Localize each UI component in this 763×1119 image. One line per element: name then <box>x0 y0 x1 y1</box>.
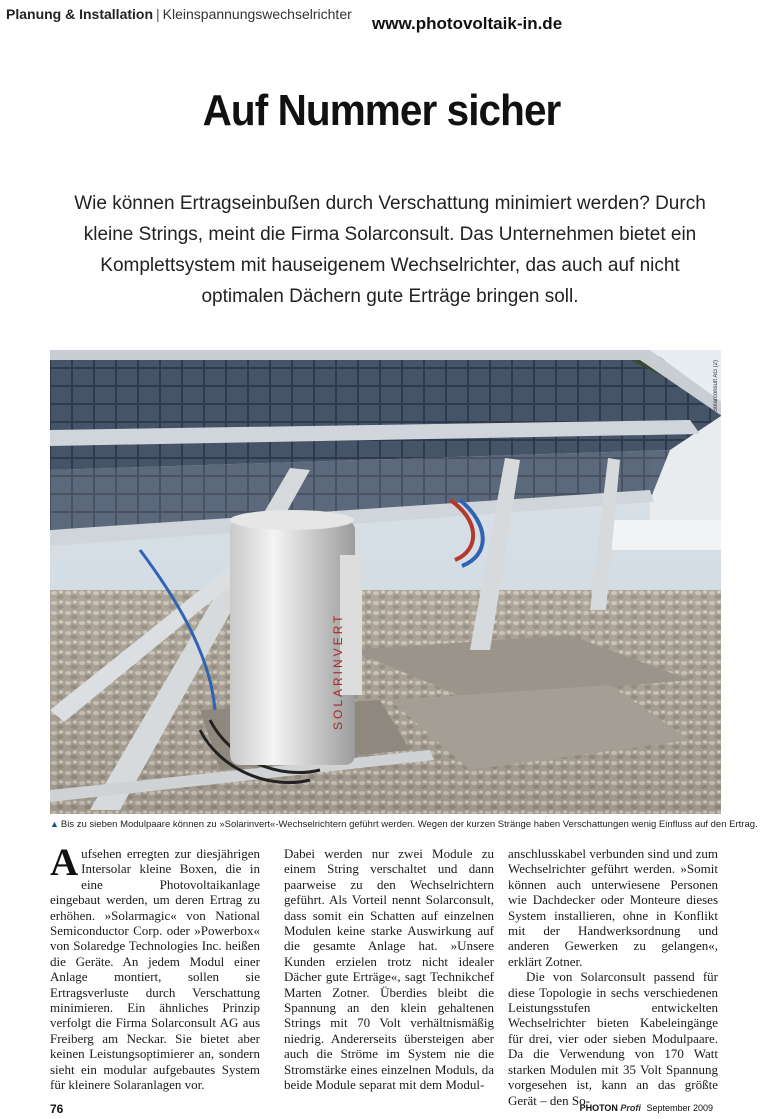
column-1-text: ufsehen erregten zur diesjährigen Intersolar kleine Boxen, die in eine Photovoltaikanlage eingebaut werden, um deren Ertrag zu erhöhen. »Solarmagic« von National Semiconductor Corp. oder »Powerbox« von Solaredge Technologies Inc. heißen die Geräte. An jedem Modul einer Anlage montiert, sollen sie Ertragsverluste durch Verschattung minimieren. Ein ähnliches Prinzip verfolgt die Firma Solarconsult AG aus Freiberg am Neckar. Sie bietet aber keinen Leistungsoptimierer an, sondern sieht ein modular aufgebautes System für kleinere Solaranlagen vor. <box>50 846 260 1093</box>
body-column-2 <box>284 846 494 1093</box>
subsection-label: Kleinspannungswechselrichter <box>162 6 352 22</box>
column-3-paragraph-1: anschlusskabel verbunden sind und zum Wechselrichter geführt werden. »Somit können auch unterwiesene Personen wie Dachdecker oder Monteure dieses System installieren, ohne in Konflikt mit der Handwerksordnung und anderen Gewerken zu gelangen«, erklärt Zotner. <box>508 846 718 969</box>
article-photo <box>50 350 721 814</box>
caption-text: Bis zu sieben Modulpaare können zu »Solarinvert«-Wechselrichtern geführt werden. Wegen der kurzen Stränge haben Verschattungen wenig Einfluss auf den Ertrag. <box>60 819 758 830</box>
inverter-brand-label: SOLARINVERT <box>331 612 345 730</box>
page-number: 76 <box>50 1102 64 1116</box>
section-separator: | <box>156 6 160 22</box>
body-column-3 <box>508 846 718 1108</box>
section-heading <box>6 6 352 22</box>
photo-credit: Solarconsult AG (2) <box>713 360 719 413</box>
magazine-edition: Profi <box>620 1103 641 1113</box>
body-column-1 <box>50 841 260 1093</box>
drop-cap: A <box>50 841 79 884</box>
magazine-name: PHOTON <box>579 1103 618 1113</box>
article-lead: Wie können Ertragseinbußen durch Verschattung minimiert werden? Durch kleine Strings, meint die Firma Solarconsult. Das Unternehmen bietet ein Komplettsystem mit hauseigenem Wechselrichter, das auch auf nicht optimalen Dächern gute Erträge bringen soll. <box>74 193 706 307</box>
caption-triangle-icon: ▲ <box>50 819 59 829</box>
section-label: Planung & Installation <box>6 6 154 22</box>
photo-caption <box>50 819 758 830</box>
issue-date: September 2009 <box>646 1103 713 1113</box>
column-2-text: Dabei werden nur zwei Module zu einem String verschaltet und dann paarweise zu den Wechselrichtern geführt. Als Vorteil nennt Solarconsult, dass somit ein Schatten auf einzelnen Modulen keine starke Auswirkung auf die gesamte Anlage hat. »Unsere Kunden erzielen trotz nicht idealer Dächer gute Erträge«, sagt Technikchef Marten Zotner. Überdies bleibt die Spannung an den klein gehaltenen Strings mit 70 Volt verhältnismäßig niedrig. Andererseits übersteigen aber auch die Ströme im System nie die Stromstärke eines einzelnen Moduls, da beide Module separat mit dem Modul- <box>284 846 494 1093</box>
article-title: Auf Nummer sicher <box>202 86 561 135</box>
magazine-footer <box>580 1103 713 1113</box>
website-url[interactable]: www.photovoltaik-in.de <box>372 14 563 33</box>
solar-installation-illustration <box>50 350 721 814</box>
column-3-paragraph-2: Die von Solarconsult passend für diese Topologie in sechs verschiedenen Leistungsstufen entwickelten Wechselrichter bieten Kabeleingänge für drei, vier oder sieben Modulpaare. Da die Verwendung von 170 Watt starken Modulen mit 35 Volt Spannung vorgesehen ist, kann an das größte Gerät – den So- <box>508 969 718 1108</box>
page-header <box>6 6 756 33</box>
